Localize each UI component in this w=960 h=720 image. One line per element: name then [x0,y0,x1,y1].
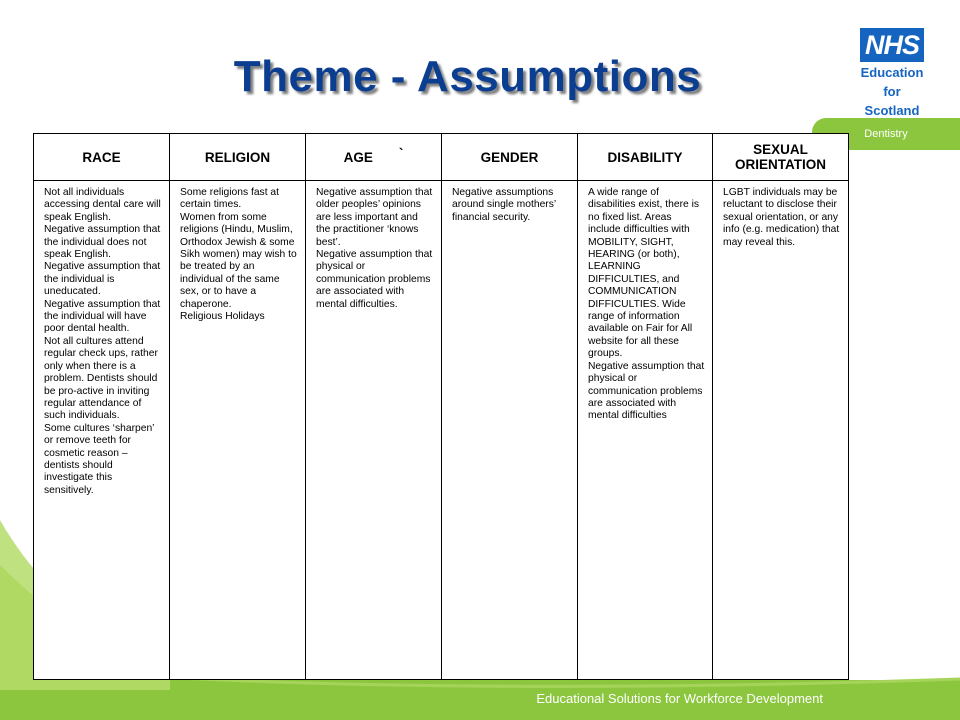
assumptions-table [33,133,849,680]
logo-line: Scotland [864,103,920,118]
cell-text: A wide range of disabilities exist, there is no fixed list. Areas include difficulties with MOBILITY, SIGHT, HEARING (or both), LEARNING DIFFICULTIES, and COMMUNICATION DIFFICULTIES. Wide range of information available on Fair for All website for all these groups. Negative assumption that physical or communication problems are associated with mental difficulties [588,187,705,422]
header-age-label: AGE [343,149,373,165]
nhs-logo-mark: NHS [860,28,924,62]
page-title: Theme - Assumptions [233,52,702,101]
cell-religion [170,181,306,680]
cell-text: Some religions fast at certain times. Women from some religions (Hindu, Muslim, Orthodox Jewish & some Sikh women) may wish to be treated by an individual of the same sex, or to have a chaperone. Religious Holidays [180,187,297,323]
nhs-logo [852,28,932,119]
cell-text: Not all individuals accessing dental care will speak English. Negative assumption that the individual does not speak English. Negative assumption that the individual is uneducated. Negative assumption that the individual will have poor dental health. Not all cultures attend regular check ups, rather only when there is a problem. Dentists should be pro-active in inviting regular attendance of such individuals. Some cultures ‘sharpen’ or remove teeth for cosmetic reason – dentists should investigate this sensitively. [44,187,161,496]
cell-sexual-orientation [713,181,849,680]
header-sexual-orientation: SEXUAL ORIENTATION [713,134,849,181]
table-row [34,181,849,680]
department-tab: Dentistry [812,118,960,150]
age-mark: ` [398,145,404,161]
logo-line: for [883,84,901,99]
cell-text: LGBT individuals may be reluctant to disclose their sexual orientation, or any info (e.g. medication) that may reveal this. [723,187,840,248]
cell-text: Negative assumption that older peoples’ opinions are less important and the practitioner ‘knows best’. Negative assumption that physical or communication problems are associated with mental difficulties. [316,187,433,310]
cell-gender [442,181,578,680]
header-religion: RELIGION [170,134,306,181]
cell-age [306,181,442,680]
header-age [306,134,442,181]
footer-tagline: Educational Solutions for Workforce Development [536,691,823,706]
cell-disability [578,181,713,680]
header-disability: DISABILITY [578,134,713,181]
header-gender: GENDER [442,134,578,181]
cell-race [34,181,170,680]
logo-line: Education [860,65,924,80]
cell-text: Negative assumptions around single mothers’ financial security. [452,187,556,223]
header-race: RACE [34,134,170,181]
table-header-row [34,134,849,181]
